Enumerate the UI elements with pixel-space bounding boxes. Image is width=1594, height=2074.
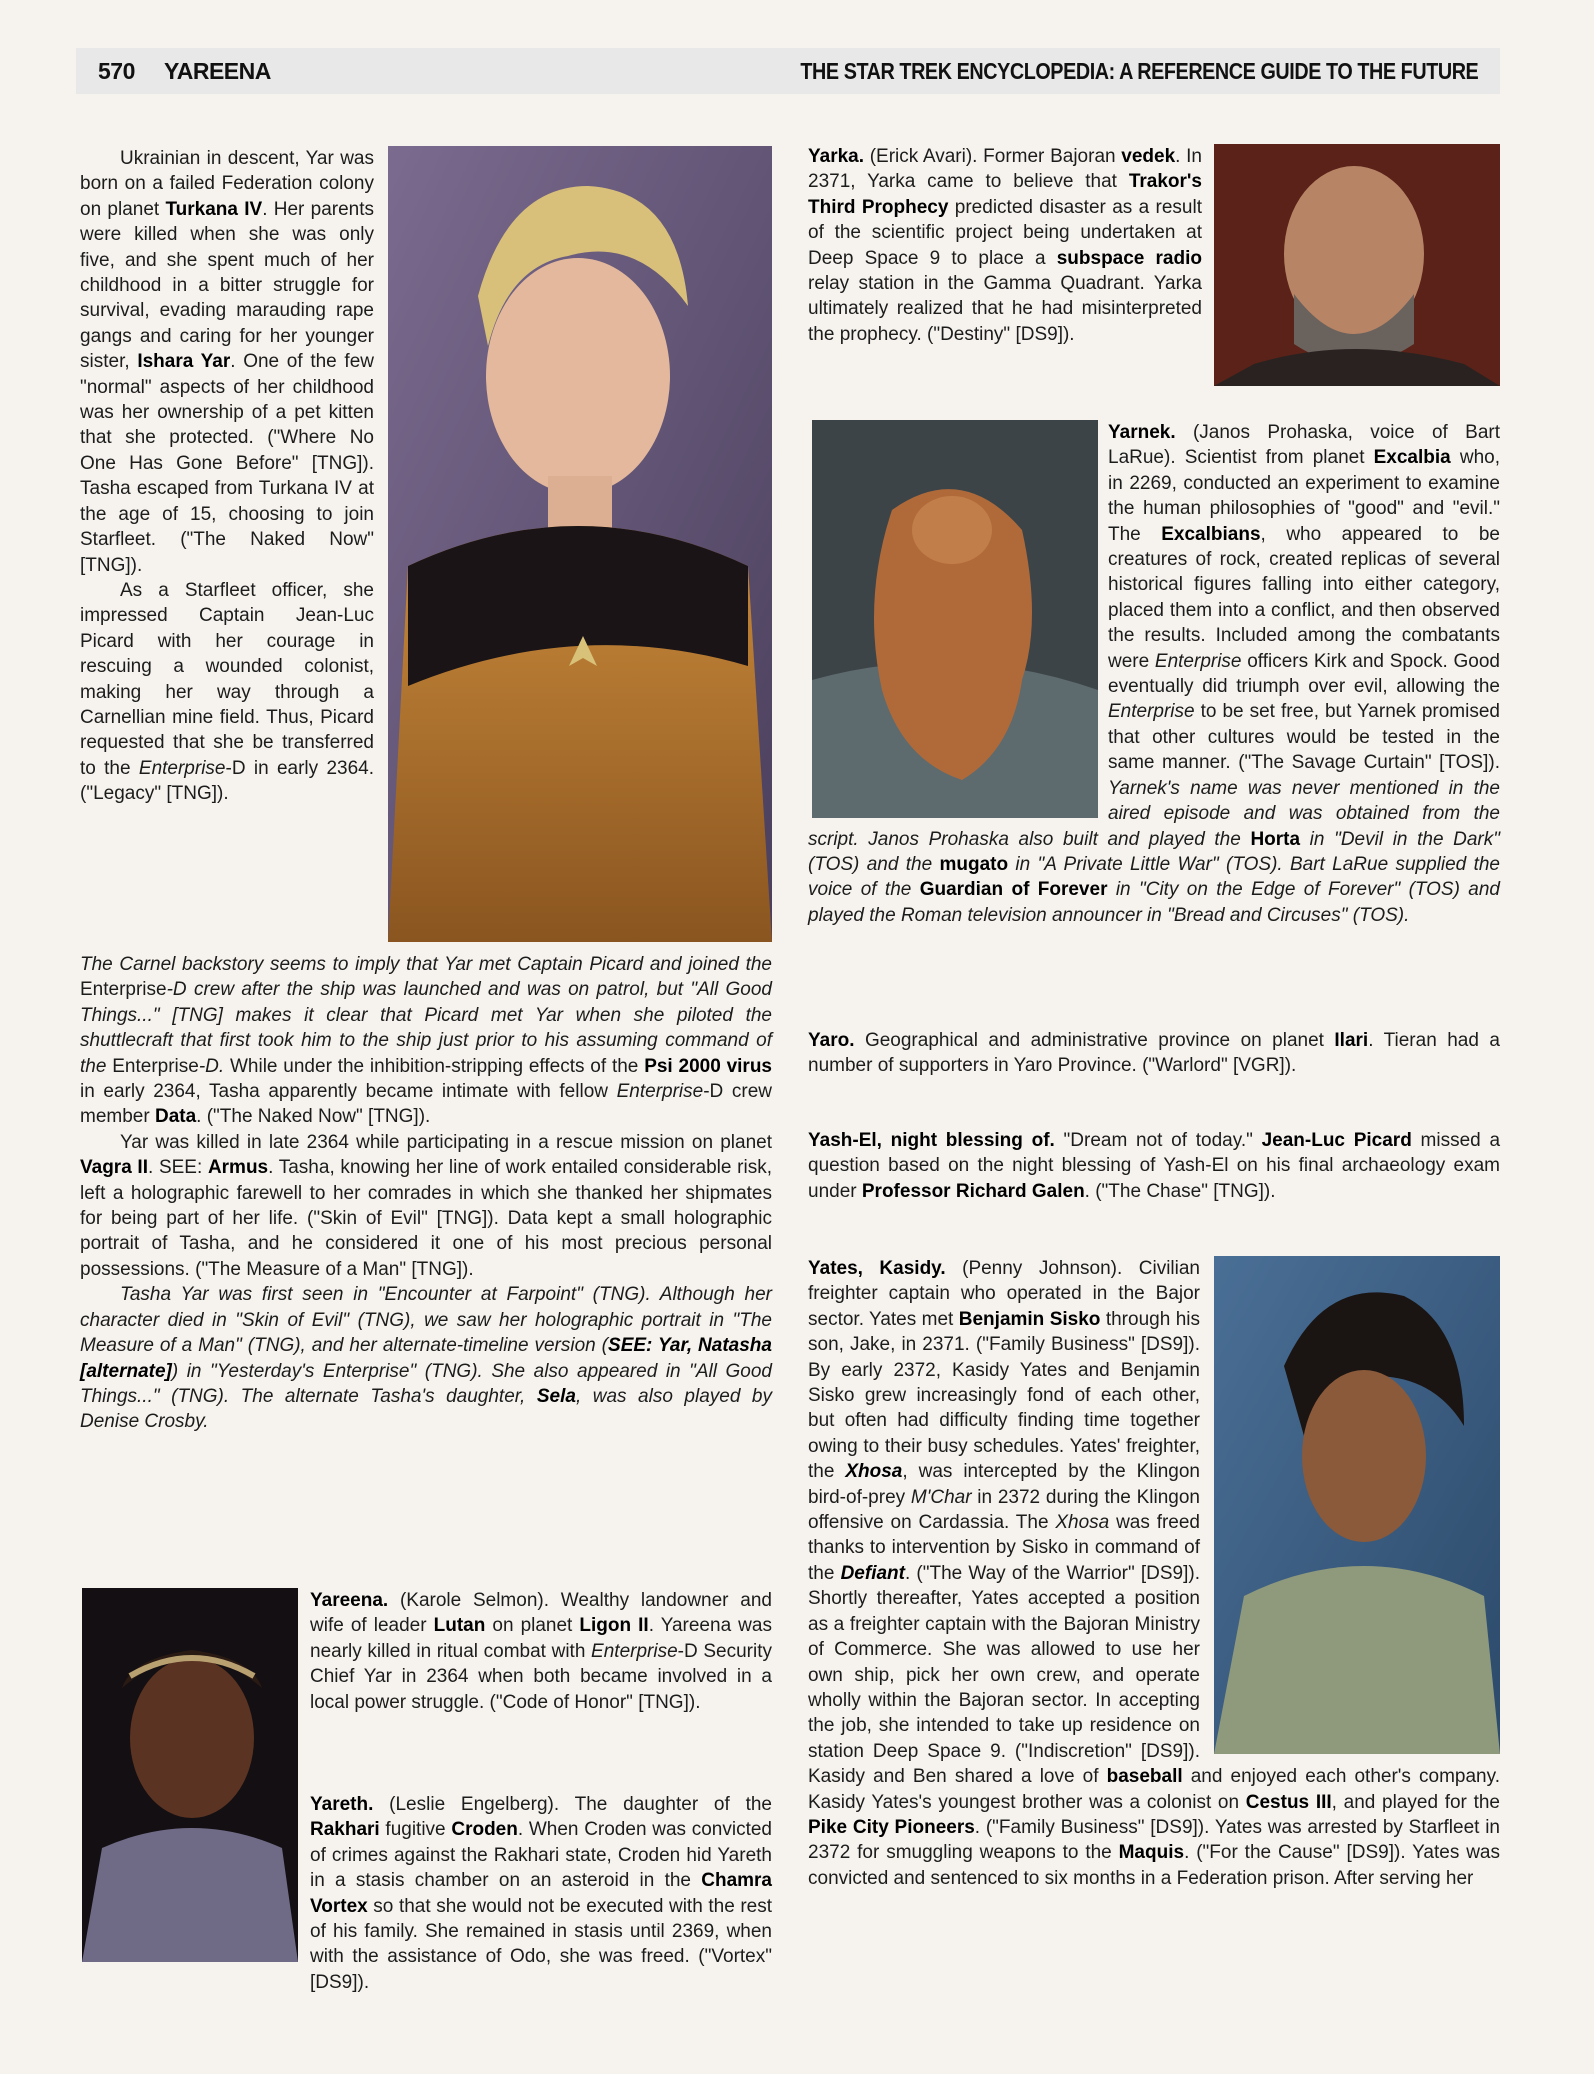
text-run: so that she would not be executed with the rest of his family. She remained in stasis until 2369, when with the assistance of Odo, she was freed. ("Vortex" [DS9]).	[310, 1895, 772, 1993]
text-run: . ("For the Cause" [DS9]). Yates was convicted and sentenced to six months in a Federation prison. After serving her	[808, 1842, 1500, 1889]
text-run: -D in early 2364. ("Legacy" [TNG]).	[80, 757, 374, 805]
entry-yaro	[808, 1028, 1500, 1079]
ship-name: Enterprise	[591, 1640, 678, 1662]
term-croden: Croden	[451, 1819, 518, 1841]
term-psi-2000-virus: Psi 2000 virus	[644, 1055, 773, 1077]
ship-name: Enterprise	[138, 757, 226, 779]
text-run: "Dream not of today."	[1054, 1130, 1262, 1151]
ship-name: Enterprise	[1154, 650, 1242, 672]
text-run: (Penny Johnson). Civilian freighter captain who operated in the Bajor sector. Yates met	[808, 1258, 1200, 1330]
ship-name: Xhosa	[1055, 1512, 1110, 1534]
term-baseball: baseball	[1106, 1766, 1183, 1788]
text-run: While under the inhibition-stripping effects of the	[224, 1055, 645, 1077]
term-jean-luc-picard: Jean-Luc Picard	[1261, 1130, 1412, 1151]
text-run: . Tieran had a number of supporters in Yaro Province. ("Warlord" [VGR]).	[808, 1030, 1500, 1077]
ship-name: Enterprise	[80, 979, 167, 1001]
text-run: missed a question based on the night blessing of Yash-El on his final archaeology exam under	[808, 1130, 1501, 1202]
text-run: . In 2371, Yarka came to believe that	[808, 146, 1203, 193]
commentary: , was also played by Denise Crosby.	[80, 1385, 772, 1433]
entry-term: Yarnek.	[1108, 422, 1176, 443]
text-run: (Leslie Engelberg). The daughter of the	[373, 1794, 772, 1815]
text-run: As a Starfleet officer, she impressed Captain Jean-Luc Picard with her courage in rescuing a wounded colonist, making her way through a Carnellian mine field. Thus, Picard requested that she be transferred to the	[80, 579, 374, 779]
text-run: . ("The Chase" [TNG]).	[1084, 1180, 1276, 1202]
yarka-photo	[1214, 144, 1500, 386]
ship-name: Enterprise	[616, 1081, 704, 1103]
entry-yareena	[310, 1588, 772, 1715]
text-run: officers Kirk and Spock. Good eventually did triumph over evil, allowing the	[1108, 650, 1500, 698]
commentary: Tasha Yar was first seen in "Encounter at Farpoint" (TNG). Although her character died in "Skin of Evil" (TNG), we saw her holographic portrait in "The Measure of a Man" (TNG), and her alternate-timeline version (	[80, 1284, 772, 1357]
term-excalbia: Excalbia	[1373, 447, 1451, 469]
text-run: . ("The Way of the Warrior" [DS9]). Shortly thereafter, Yates accepted a position as a freighter captain with the Bajoran Ministry of Commerce. She was allowed to use her own ship, pick her own crew, and operate wholly within the Bajoran sector. In accepting the job, she intended to take up residence on station Deep Space 9. ("Indiscretion" [DS9]). Kasidy and Ben shared a love of	[808, 1562, 1200, 1788]
text-run: who, in 2269, conducted an experiment to examine the human philosophies of "good" and "evil." The	[1108, 447, 1500, 545]
commentary: in "A Private Little War" (TOS). Bart LaRue supplied the voice of the	[808, 853, 1500, 901]
page-number: 570	[98, 58, 135, 84]
text-run: (Karole Selmon). Wealthy landowner and wife of leader	[310, 1590, 772, 1637]
term-benjamin-sisko: Benjamin Sisko	[958, 1308, 1101, 1330]
text-run: to be set free, but Yarnek promised that other cultures would be tested in the same manner. ("The Savage Curtain" [TOS]).	[1108, 701, 1500, 774]
term-vedek: vedek	[1121, 146, 1176, 167]
term-ligon-ii: Ligon II	[579, 1615, 649, 1637]
commentary: -D crew after the ship was launched and was on patrol, but "All Good Things..." [TNG] makes it clear that Picard met Yar when she piloted the shuttlecraft that first took him to the ship just prior to his assuming command of the	[80, 979, 772, 1077]
term-chamra-vortex: Chamra Vortex	[310, 1870, 772, 1917]
term-ishara-yar: Ishara Yar	[137, 351, 231, 373]
text-run: Ukrainian in descent, Yar was born on a failed Federation colony on planet	[80, 148, 374, 220]
term-professor-richard-galen: Professor Richard Galen	[861, 1180, 1085, 1202]
term-maquis: Maquis	[1118, 1842, 1185, 1864]
text-run: (Janos Prohaska, voice of Bart LaRue). Scientist from planet	[1108, 422, 1500, 469]
entry-term: Yareth.	[310, 1794, 374, 1815]
commentary: -D.	[198, 1055, 225, 1077]
text-run: . One of the few "normal" aspects of her childhood was her ownership of a pet kitten that she protected. ("Where No One Has Gone Before" [TNG]). Tasha escaped from Turkana IV at the age of 15, choosing to join Starfleet. ("The Naked Now" [TNG]).	[80, 351, 374, 576]
text-run: through his son, Jake, in 2371. ("Family Business" [DS9]). By early 2372, Kasidy Yates and Benjamin Sisko grew increasingly fond of each other, but often had difficulty finding time together owing to their busy schedules. Yates' freighter, the	[808, 1308, 1200, 1483]
term-data: Data	[154, 1106, 197, 1128]
text-run: -D Security Chief Yar in 2364 when both became involved in a local power struggle. ("Code of Honor" [TNG]).	[310, 1640, 772, 1713]
term-pike-city-pioneers: Pike City Pioneers	[808, 1816, 975, 1838]
ship-name: Enterprise	[112, 1055, 199, 1077]
term-ilari: Ilari	[1334, 1030, 1369, 1051]
term-sela: Sela	[536, 1385, 576, 1407]
term-subspace-radio: subspace radio	[1056, 247, 1202, 269]
tasha-yar-text-wide	[80, 952, 772, 1435]
text-run: , was intercepted by the Klingon bird-of-prey	[808, 1461, 1200, 1508]
commentary: ) in "Yesterday's Enterprise" (TNG). She also appeared in "All Good Things..." (TNG). The alternate Tasha's daughter,	[80, 1360, 772, 1407]
text-run: was freed thanks to intervention by Sisko in command of the	[808, 1512, 1201, 1584]
term-armus: Armus	[207, 1157, 269, 1179]
text-run: Geographical and administrative province on planet	[854, 1030, 1335, 1051]
text-run: in early 2364, Tasha apparently became intimate with fellow	[80, 1081, 617, 1103]
text-run: . Tasha, knowing her line of work entailed considerable risk, left a holographic farewell to her comrades in which she thanked her shipmates for being part of her life. ("Skin of Evil" [TNG]). Data kept a small holographic portrait of Tasha, and he considered it one of his most precious personal possessions. ("The Measure of a Man" [TNG]).	[80, 1157, 772, 1280]
entry-term: Yareena.	[310, 1590, 389, 1611]
entry-yash-el	[808, 1128, 1500, 1204]
entry-term: Yates, Kasidy.	[808, 1258, 946, 1279]
term-mugato: mugato	[939, 853, 1009, 875]
commentary: in "Devil in the Dark" (TOS) and the	[808, 828, 1500, 875]
text-run: and enjoyed each other's company. Kasidy Yates's youngest brother was a colonist on	[808, 1766, 1500, 1813]
tasha-yar-text-narrow	[80, 146, 374, 807]
text-run: (Erick Avari). Former Bajoran	[864, 146, 1122, 167]
term-xhosa: Xhosa	[845, 1461, 903, 1483]
entry-yareth-narrow	[310, 1792, 772, 1995]
tasha-yar-photo	[388, 146, 772, 942]
photo-wrap-spacer	[1200, 1256, 1500, 1754]
commentary: in "City on the Edge of Forever" (TOS) and played the Roman television announcer in "Bread and Circuses" (TOS).	[808, 879, 1500, 926]
ship-name: M'Char	[910, 1486, 972, 1508]
yareena-photo	[82, 1588, 298, 1962]
term-lutan: Lutan	[433, 1615, 486, 1637]
term-trakors-third-prophecy: Trakor's Third Prophecy	[808, 171, 1202, 218]
section-title: YAREENA	[164, 58, 271, 84]
entry-yarka	[808, 144, 1202, 347]
text-run: . SEE:	[148, 1157, 208, 1179]
term-horta: Horta	[1250, 828, 1301, 850]
text-run: Yar was killed in late 2364 while participating in a rescue mission on planet	[120, 1131, 772, 1153]
entry-term: Yaro.	[808, 1030, 855, 1051]
term-vagra-ii: Vagra II	[80, 1157, 148, 1179]
term-rakhari: Rakhari	[310, 1819, 380, 1841]
running-header	[76, 48, 1500, 94]
text-run: fugitive	[379, 1819, 452, 1841]
text-run: predicted disaster as a result of the scientific project being undertaken at Deep Space 9 to place a	[808, 196, 1202, 269]
commentary: Yarnek's name was never mentioned in the aired episode and was obtained from the script. Janos Prohaska also built and played the	[808, 777, 1500, 850]
term-defiant: Defiant	[840, 1562, 905, 1584]
photo-wrap-spacer	[808, 420, 1108, 818]
text-run: . When Croden was convicted of crimes against the Rakhari state, Croden hid Yareth in a stasis chamber on an asteroid in the	[310, 1819, 772, 1892]
text-run: , who appeared to be creatures of rock, created replicas of several historical figures falling into either category, placed them into a conflict, and then observed the results. Included among the combatants were	[1108, 523, 1500, 672]
text-run: relay station in the Gamma Quadrant. Yarka ultimately realized that he had misinterpreted the prophecy. ("Destiny" [DS9]).	[808, 273, 1202, 345]
text-run: on planet	[485, 1615, 580, 1637]
entry-term: Yarka.	[808, 146, 864, 167]
text-run: , and played for the	[1331, 1791, 1500, 1813]
text-run: . ("The Naked Now" [TNG]).	[196, 1106, 431, 1128]
text-run: -D crew member	[80, 1081, 772, 1128]
term-cestus-iii: Cestus III	[1245, 1791, 1332, 1813]
book-title: THE STAR TREK ENCYCLOPEDIA: A REFERENCE GUIDE TO THE FUTURE	[800, 58, 1478, 84]
entry-yates	[808, 1256, 1500, 1891]
commentary: The Carnel backstory seems to imply that Yar met Captain Picard and joined the	[80, 954, 772, 975]
entry-term: Yash-El, night blessing of.	[808, 1130, 1055, 1151]
term-yar-natasha-alternate: SEE: Yar, Natasha [alternate]	[80, 1335, 772, 1382]
term-excalbians: Excalbians	[1161, 523, 1261, 545]
entry-yarnek	[808, 420, 1500, 928]
ship-name: Enterprise	[1108, 701, 1195, 723]
text-run: in 2372 during the Klingon offensive on Cardassia. The	[808, 1486, 1201, 1534]
text-run: . Yareena was nearly killed in ritual combat with	[310, 1615, 772, 1662]
text-run: . Her parents were killed when she was only five, and she spent much of her childhood in a bitter struggle for survival, evading marauding rape gangs and caring for her younger sister,	[80, 198, 375, 373]
text-run: . ("Family Business" [DS9]). Yates was arrested by Starfleet in 2372 for smuggling weapons to the	[808, 1816, 1500, 1864]
term-turkana-iv: Turkana IV	[165, 198, 263, 220]
term-guardian-of-forever: Guardian of Forever	[919, 879, 1108, 901]
